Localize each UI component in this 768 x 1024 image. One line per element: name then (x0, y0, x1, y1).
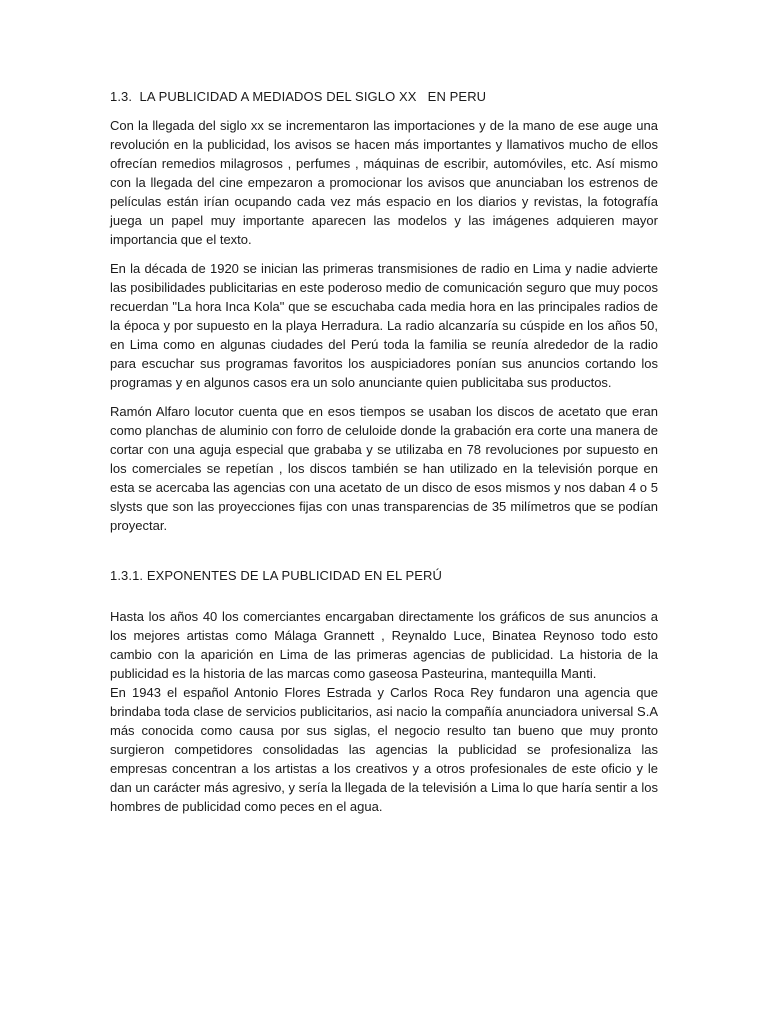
paragraph-anos-40: Hasta los años 40 los comerciantes encargaban directamente los gráficos de sus anuncios a los mejores artistas como Málaga Grannett , Reynaldo Luce, Binatea Reynoso todo esto cambio con la aparición en Lima de las primeras agencias de publicidad. La historia de la publicidad es la historia de las marcas como gaseosa Pasteurina, mantequilla Manti. (110, 609, 658, 681)
paragraph-ramon-alfaro: Ramón Alfaro locutor cuenta que en esos tiempos se usaban los discos de acetato que eran como planchas de aluminio con forro de celuloide donde la grabación era corte una manera de cortar con una aguja especial que grababa y se utilizaba en 78 revoluciones por supuesto en los comerciales se repetían , los discos también se han utilizado en la televisión porque en esta se acercaba las agencias con una acetato de un disco de esos mismos y nos daban 4 o 5 slysts que son las proyecciones fijas con unas transparencias de 35 milímetros que se podían proyectar. (110, 404, 658, 533)
section-heading-1-3-1: 1.3.1. EXPONENTES DE LA PUBLICIDAD EN EL PERÚ (110, 568, 443, 583)
paragraph-1943-agencia: En 1943 el español Antonio Flores Estrada y Carlos Roca Rey fundaron una agencia que brindaba toda clase de servicios publicitarios, asi nacio la compañía anunciadora universal S.A más conocida como causa por sus siglas, el negocio resulto tan bueno que muy pronto surgieron competidores consolidadas las agencias la publicidad se profesionaliza las empresas concentran a los artistas a los creativos y a otros profesionales de este oficio y le dan un carácter más agresivo, y sería la llegada de la televisión a Lima lo que haría sentir a los hombres de publicidad como peces en el agua. (110, 685, 658, 814)
section-heading-1-3: 1.3. LA PUBLICIDAD A MEDIADOS DEL SIGLO XX EN PERU (110, 89, 487, 104)
document-page (110, 88, 658, 826)
paragraph-importaciones: Con la llegada del siglo xx se incrementaron las importaciones y de la mano de ese auge una revolución en la publicidad, los avisos se hacen más importantes y llamativos mucho de ellos ofrecían remedios milagrosos , perfumes , máquinas de escribir, automóviles, etc. Así mismo con la llegada del cine empezaron a promocionar los avisos que anunciaban los estrenos de películas están irían ocupando cada vez más espacio en los diarios y revistas, la fotografía juega un papel muy importante aparecen las modelos y las imágenes adquieren mayor importancia que el texto. (110, 118, 658, 247)
paragraph-radio-1920: En la década de 1920 se inician las primeras transmisiones de radio en Lima y nadie advierte las posibilidades publicitarias en este poderoso medio de comunicación seguro que muy pocos recuerdan "La hora Inca Kola" que se escuchaba cada media hora en las principales radios de la época y por supuesto en la playa Herradura. La radio alcanzaría su cúspide en los años 50, en Lima como en algunas ciudades del Perú toda la familia se reunía alrededor de la radio para escuchar sus programas favoritos los auspiciadores ponían sus anuncios cortando los programas y en algunos casos era un solo anunciante quien publicitaba sus productos. (110, 261, 658, 390)
